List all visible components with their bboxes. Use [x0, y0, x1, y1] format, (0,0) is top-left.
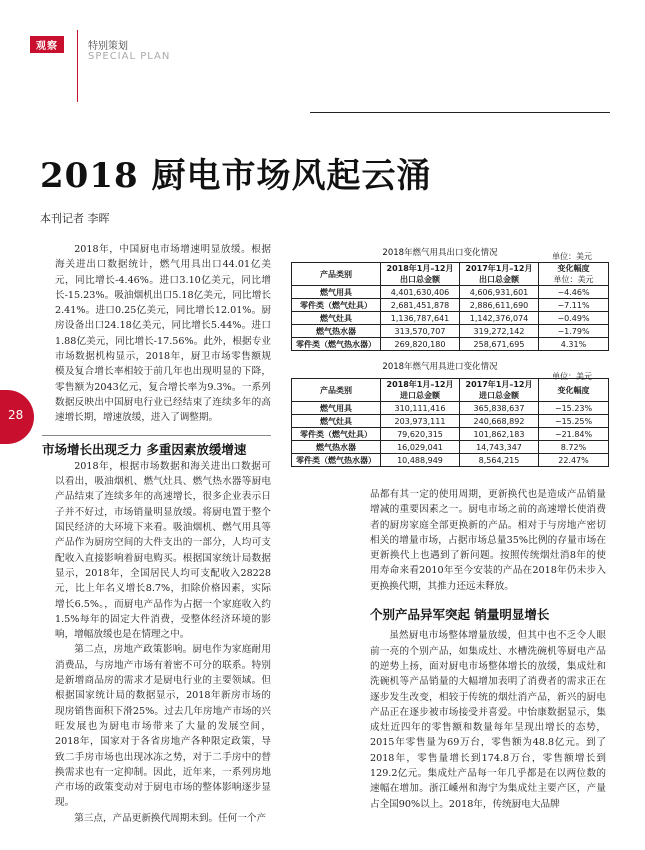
- export-table-unit: 单位：美元: [552, 252, 592, 261]
- change-header: 变化幅度: [557, 264, 590, 273]
- left-column: [42, 242, 271, 826]
- table-cell: 2,681,451,878: [381, 299, 460, 312]
- table-row: [292, 454, 609, 467]
- table-cell: 16,029,041: [381, 441, 460, 454]
- table-cell: 365,838,637: [460, 402, 539, 415]
- header-overlap-unit: 单位：美元: [553, 275, 594, 284]
- table-cell: 1,142,376,074: [460, 312, 539, 325]
- article-title: 2018 厨电市场风起云涌: [40, 156, 432, 196]
- table-cell: 零件类（燃气灶具）: [292, 428, 381, 441]
- table-cell: 101,862,183: [460, 428, 539, 441]
- table-cell: 零件类（燃气灶具）: [292, 299, 381, 312]
- table-header: 2018年1月–12月进口总金额: [381, 379, 460, 402]
- import-table-unit: 单位：美元: [552, 372, 592, 381]
- table-cell: 8.72%: [539, 441, 609, 454]
- table-cell: 8,564,215: [460, 454, 539, 467]
- header-divider: [77, 30, 78, 102]
- table-row: [292, 415, 609, 428]
- right-column: [370, 487, 606, 812]
- table-row: [292, 325, 609, 338]
- table-cell: 240,668,892: [460, 415, 539, 428]
- paragraph-integrated-stove: 虽然厨电市场整体增量放缓，但其中也不乏令人眼前一亮的个别产品，如集成灶、水槽洗碗机等厨电产品的逆势上扬，面对厨电市场整体增长的放缓，集成灶和洗碗机等产品销量的大幅增加表明了消费者的需求正在逐步发生改变，相较于传统的烟灶消产品，新兴的厨电产品正在逐步被市场接受并喜爱。中怡康数据显示，集成灶近四年的零售额和数量每年呈现出增长的态势，2015年零售量为69万台，零售额为48.8亿元。到了2018年，零售量增长到174.8万台，零售额增长到129.2亿元。集成灶产品每一年几乎都是在以两位数的速幅在增加。浙江嵊州和海宁为集成灶主要产区，产量占全国90%以上。2018年，传统厨电大品牌: [370, 630, 606, 810]
- table-cell: −4.46%: [539, 286, 609, 299]
- table-header: 变化幅度: [539, 379, 609, 402]
- table-cell: −15.23%: [539, 402, 609, 415]
- table-header-row: [292, 379, 609, 402]
- table-cell: −15.25%: [539, 415, 609, 428]
- import-table-title: 2018年燃气用具进口变化情况: [382, 362, 498, 372]
- table-cell: −7.11%: [539, 299, 609, 312]
- table-header-row: [292, 263, 609, 286]
- table-cell: −0.49%: [539, 312, 609, 325]
- export-table-title: 2018年燃气用具出口变化情况: [382, 248, 498, 258]
- table-cell: 14,743,347: [460, 441, 539, 454]
- table-row: [292, 338, 609, 351]
- table-row: [292, 402, 609, 415]
- section-title-en: SPECIAL PLAN: [88, 51, 171, 62]
- table-cell: 燃气热水器: [292, 325, 381, 338]
- table-row: [292, 312, 609, 325]
- table-cell: 2,886,611,690: [460, 299, 539, 312]
- header-rule: [310, 112, 610, 113]
- table-row: [292, 299, 609, 312]
- table-cell: 燃气用具: [292, 286, 381, 299]
- table-header: 2018年1月–12月出口总金额: [381, 263, 460, 286]
- table-cell: 燃气热水器: [292, 441, 381, 454]
- import-table: [291, 378, 609, 467]
- table-cell: 310,111,416: [381, 402, 460, 415]
- section-title: 特别策划: [88, 41, 128, 52]
- table-cell: 零件类（燃气热水器）: [292, 454, 381, 467]
- table-cell: −21.84%: [539, 428, 609, 441]
- table-cell: 燃气灶具: [292, 312, 381, 325]
- table-cell: 203,973,111: [381, 415, 460, 428]
- intro-paragraph: 2018年，中国厨电市场增速明显放缓。根据海关进出口数据统计，燃气用具出口44.01亿美元，同比增长-4.46%。进口3.10亿美元，同比增长-15.23%。吸油烟机出口5.18亿美元，同比增长2.41%。进口0.25亿美元，同比增长12.01%。厨房设备出口24.18亿美元，同比增长5.44%。进口1.88亿美元，同比增长-17.56%。此外，根据专业市场数据机构显示，2018年，厨卫市场零售额规模及复合增长率相较于前几年也出现明显的下降，零售额为2043亿元，复合增长率为9.3%。一系列数据反映出中国厨电行业已经结束了连续多年的高速增长期，增速放缓，进入了调整期。: [55, 244, 271, 424]
- table-cell: 燃气灶具: [292, 415, 381, 428]
- paragraph-market: 2018年，根据市场数据和海关进出口数据可以看出，吸油烟机、燃气灶具、燃气热水器等厨电产品结束了连续多年的高速增长，很多企业表示日子并不好过，市场销量明显放缓。将厨电置于整个国民经济的大环境下来看。吸油烟机、燃气用具等产品作为厨房空间的大件支出的一部分，人均可支配收入直接影响着厨电购买。根据国家统计局数据显示，2018年，全国居民人均可支配收入28228元，比上年名义增长8.7%，扣除价格因素，实际增长6.5%。，而厨电产品作为占据一个家庭收入约1.5%每年的固定大件消费，受整体经济环境的影响，增幅放缓也是在情理之中。: [55, 460, 271, 641]
- table-cell: 269,820,180: [381, 338, 460, 351]
- table-cell: 4,606,931,601: [460, 286, 539, 299]
- paragraph-replacement: 第三点，产品更新换代周期未到。任何一个产: [74, 812, 267, 824]
- table-cell: −1.79%: [539, 325, 609, 338]
- table-header: 2017年1月–12月出口总金额: [460, 263, 539, 286]
- table-row: [292, 428, 609, 441]
- table-cell: 4,401,630,406: [381, 286, 460, 299]
- table-header: 2017年1月–12月进口总金额: [460, 379, 539, 402]
- table-cell: 22.47%: [539, 454, 609, 467]
- table-cell: 1,136,787,641: [381, 312, 460, 325]
- section-tag: 观察: [30, 36, 64, 53]
- table-cell: 79,620,315: [381, 428, 460, 441]
- table-header: [539, 263, 609, 286]
- table-row: [292, 286, 609, 299]
- page-number: 28: [8, 408, 24, 422]
- table-row: [292, 441, 609, 454]
- table-cell: 4.31%: [539, 338, 609, 351]
- table-cell: 319,272,142: [460, 325, 539, 338]
- table-header: 产品类别: [292, 263, 381, 286]
- table-cell: 燃气用具: [292, 402, 381, 415]
- table-header: 产品类别: [292, 379, 381, 402]
- paragraph-real-estate: 第二点，房地产政策影响。厨电作为家庭耐用消费品，与房地产市场有着密不可分的联系。特别是新增商品房的需求才是厨电行业的主要领域。但根据国家统计局的数据显示，2018年新房市场的现房销售面积下滑25%。过去几年房地产市场的兴旺发展也为厨电市场带来了大量的发展空间，2018年，国家对于各省房地产各种限定政策，导致二手房市场也出现冰冻之势，对于二手房中的替换需求也有一定抑制。因此，近年来，一系列房地产市场的政策变动对于厨电市场的整体影响逐步显现。: [55, 644, 271, 809]
- paragraph-continued: 品都有其一定的使用周期，更新换代也是造成产品销量增减的重要因素之一。厨电市场之前的高速增长使消费者的厨房家庭全部更换新的产品。相对于与房地产密切相关的增量市场，占据市场总量35%比例的存量市场在更新换代上也遇到了新问题。按照传统烟灶消8年的使用寿命来看2010年至今安装的产品在2018年仍未步入更换换代期，其推力还远未释放。: [370, 489, 606, 592]
- table-cell: 10,488,949: [381, 454, 460, 467]
- subhead-product-growth: 个别产品异军突起 销量明显增长: [370, 607, 550, 623]
- export-table: [291, 262, 609, 351]
- table-cell: 零件类（燃气热水器）: [292, 338, 381, 351]
- subhead-market-growth: 市场增长出现乏力 多重因素放缓增速: [42, 435, 271, 457]
- table-cell: 313,570,707: [381, 325, 460, 338]
- byline: 本刊记者 李晖: [40, 212, 110, 225]
- table-cell: 258,671,695: [460, 338, 539, 351]
